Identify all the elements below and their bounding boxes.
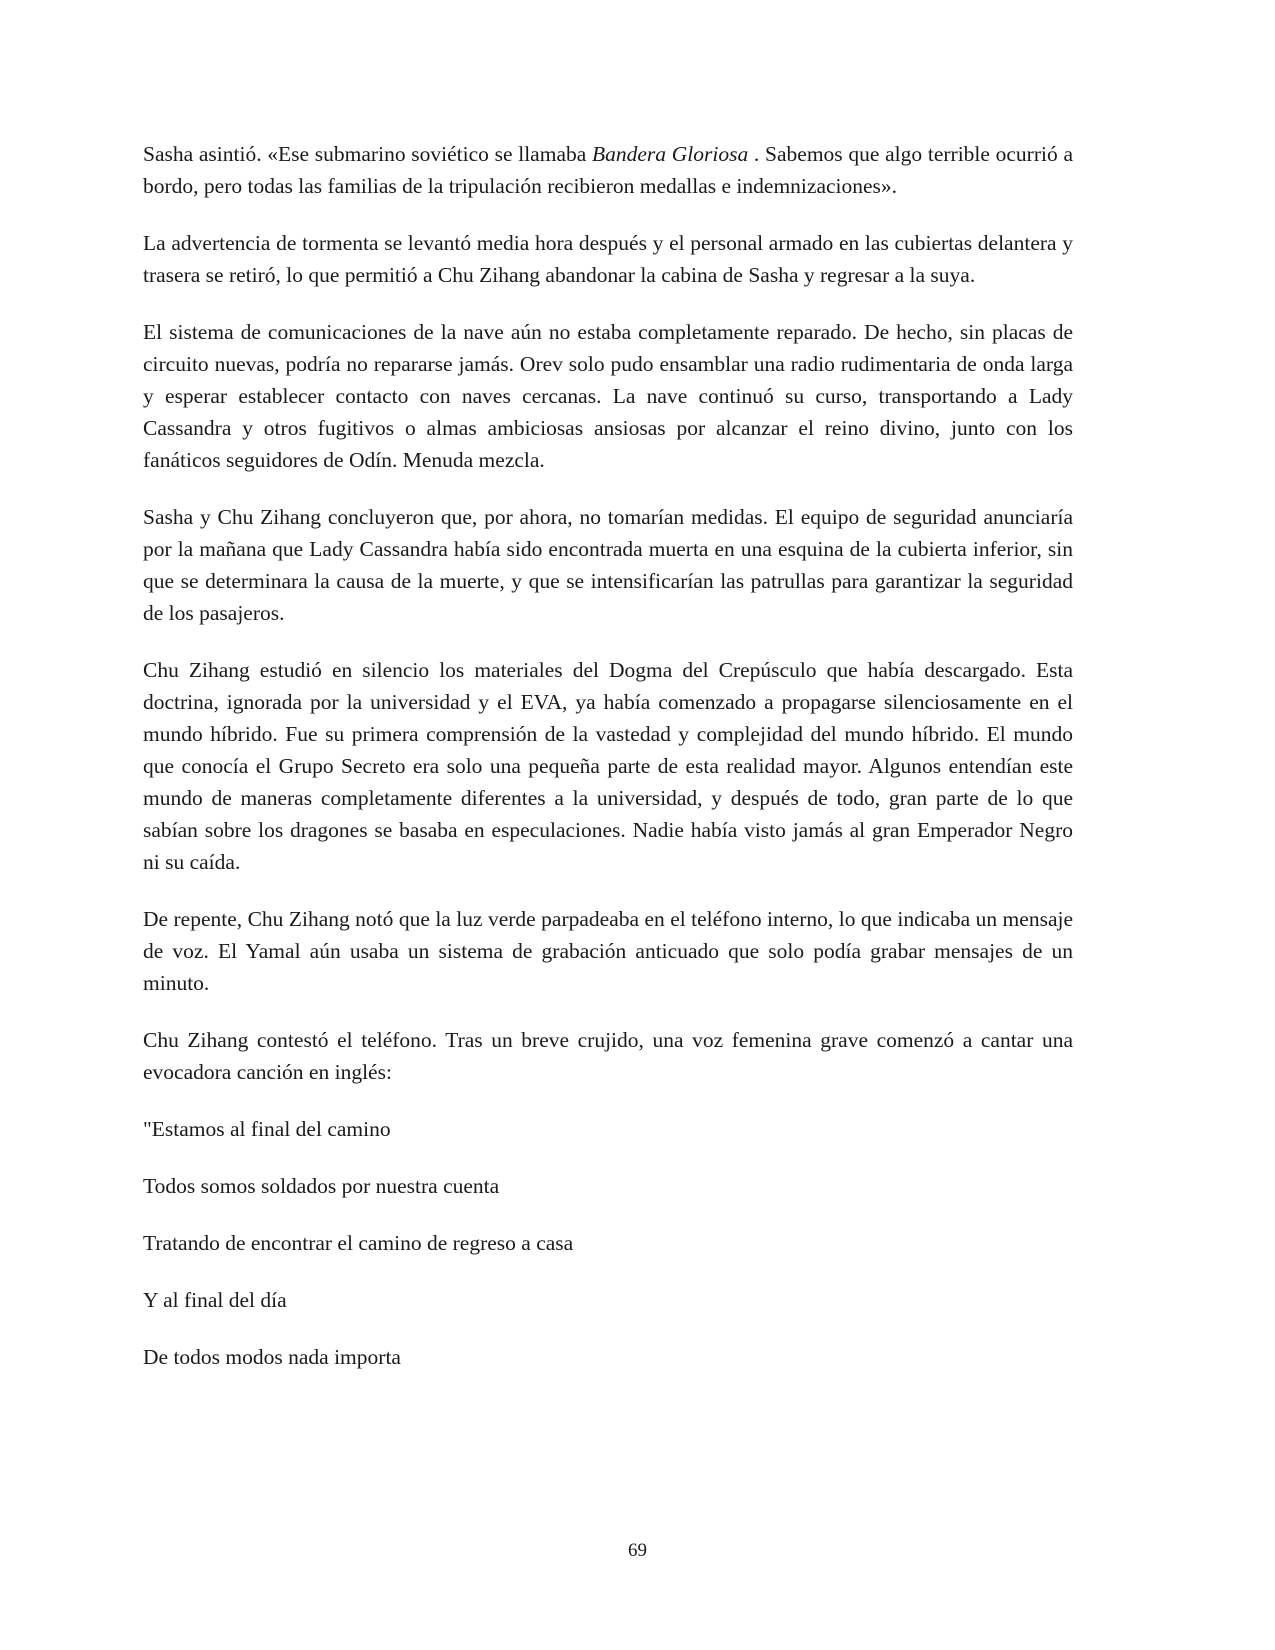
lyric-line-4: Y al final del día <box>143 1288 287 1312</box>
lyric-line-1: "Estamos al final del camino <box>143 1117 391 1141</box>
page-body-text <box>143 138 1073 1398</box>
lyric-line-5: De todos modos nada importa <box>143 1345 401 1369</box>
paragraph-1-segment-1: Sasha asintió. «Ese submarino soviético se llamaba <box>143 142 592 166</box>
paragraph-1 <box>143 138 1073 202</box>
paragraph-5: Chu Zihang estudió en silencio los materiales del Dogma del Crepúsculo que había descargado. Esta doctrina, ignorada por la universidad y el EVA, ya había comenzado a propagarse silenciosamente en el mundo híbrido. Fue su primera comprensión de la vastedad y complejidad del mundo híbrido. El mundo que conocía el Grupo Secreto era solo una pequeña parte de esta realidad mayor. Algunos entendían este mundo de maneras completamente diferentes a la universidad, y después de todo, gran parte de lo que sabían sobre los dragones se basaba en especulaciones. Nadie había visto jamás al gran Emperador Negro ni su caída. <box>143 658 1073 874</box>
paragraph-2: La advertencia de tormenta se levantó media hora después y el personal armado en las cubiertas delantera y trasera se retiró, lo que permitió a Chu Zihang abandonar la cabina de Sasha y regresar a la suya. <box>143 231 1073 287</box>
lyric-line-3: Tratando de encontrar el camino de regreso a casa <box>143 1231 574 1255</box>
paragraph-7: Chu Zihang contestó el teléfono. Tras un breve crujido, una voz femenina grave comenzó a cantar una evocadora canción en inglés: <box>143 1028 1073 1084</box>
page-number: 69 <box>628 1540 647 1561</box>
paragraph-1-segment-3: . Sabemos que algo terrible ocurrió a bordo, pero todas las familias de la tripulación recibieron medallas e indemnizaciones». <box>143 142 1073 198</box>
work-title-italic: Bandera Gloriosa <box>592 142 749 166</box>
lyric-line-2: Todos somos soldados por nuestra cuenta <box>143 1174 500 1198</box>
paragraph-6: De repente, Chu Zihang notó que la luz verde parpadeaba en el teléfono interno, lo que indicaba un mensaje de voz. El Yamal aún usaba un sistema de grabación anticuado que solo podía grabar mensajes de un minuto. <box>143 907 1073 995</box>
paragraph-3: El sistema de comunicaciones de la nave aún no estaba completamente reparado. De hecho, sin placas de circuito nuevas, podría no repararse jamás. Orev solo pudo ensamblar una radio rudimentaria de onda larga y esperar establecer contacto con naves cercanas. La nave continuó su curso, transportando a Lady Cassandra y otros fugitivos o almas ambiciosas ansiosas por alcanzar el reino divino, junto con los fanáticos seguidores de Odín. Menuda mezcla. <box>143 320 1073 472</box>
paragraph-4: Sasha y Chu Zihang concluyeron que, por ahora, no tomarían medidas. El equipo de seguridad anunciaría por la mañana que Lady Cassandra había sido encontrada muerta en una esquina de la cubierta inferior, sin que se determinara la causa de la muerte, y que se intensificarían las patrullas para garantizar la seguridad de los pasajeros. <box>143 505 1073 625</box>
